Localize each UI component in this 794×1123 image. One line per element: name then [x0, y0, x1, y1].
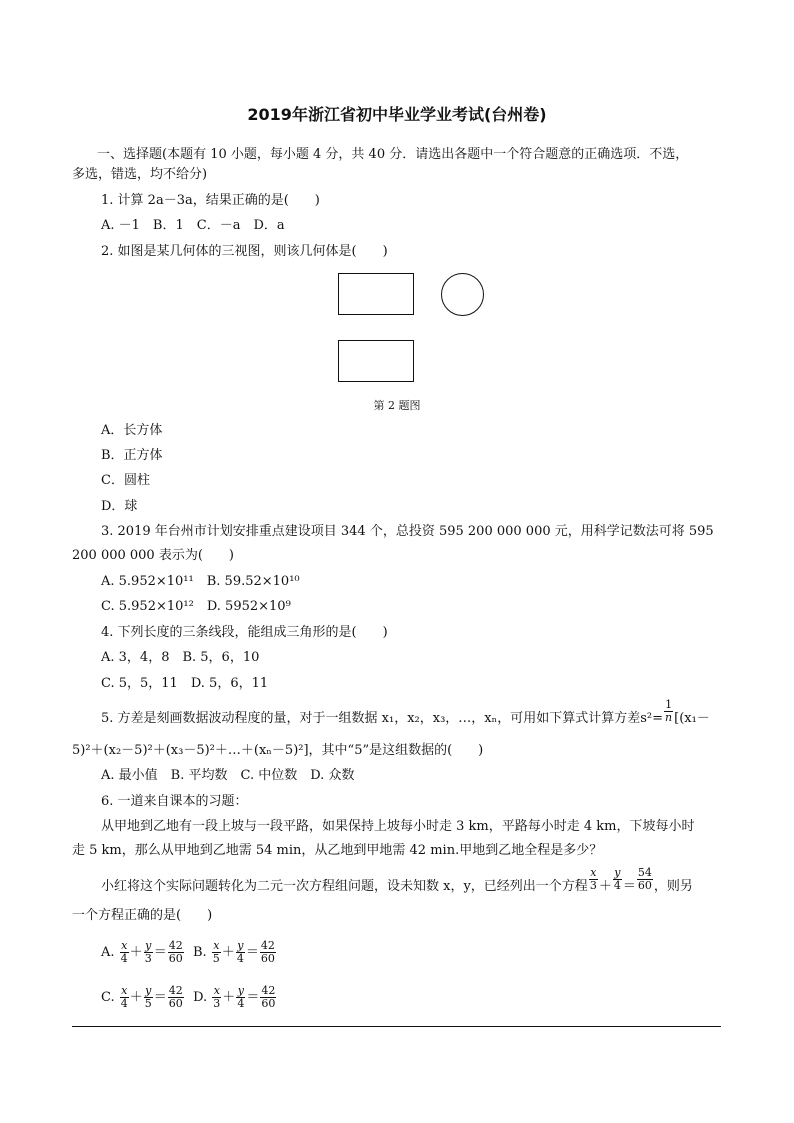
q6-transform-line: [101, 866, 693, 896]
q5-options: A. 最小值 B. 平均数 C. 中位数 D. 众数: [101, 768, 355, 783]
plus-sign: ＋: [129, 990, 143, 1005]
plus-sign: ＋: [598, 879, 612, 894]
q4-stem: 4. 下列长度的三条线段，能组成三角形的是( ): [101, 625, 388, 640]
frac-den: 60: [261, 997, 276, 1010]
q2-option-a: A．长方体: [101, 423, 163, 438]
opt-d-frac-rhs: [260, 985, 276, 1010]
option-a-label: A.: [101, 945, 115, 960]
frac-den: 60: [637, 879, 652, 892]
q6-transform-tail: ，则另: [653, 879, 693, 894]
plus-sign: ＋: [129, 945, 143, 960]
equals-sign: ＝: [153, 990, 167, 1005]
frac-num: y: [145, 984, 152, 997]
frac-den: 4: [120, 997, 128, 1010]
equals-sign: ＝: [622, 879, 636, 894]
frac-num: 42: [168, 984, 183, 997]
frac-den: 5: [144, 997, 152, 1010]
frac-den: 3: [144, 952, 152, 965]
q6-problem-line2: 走 5 km，那么从甲地到乙地需 54 min，从乙地到甲地需 42 min.甲地到乙地全程是多少？: [72, 843, 603, 858]
q3-stem-line1: 3. 2019 年台州市计划安排重点建设项目 344 个，总投资 595 200 000 000 元，用科学记数法可将 595: [101, 524, 714, 539]
q4-options-cd: C. 5，5，11 D. 5，6，11: [101, 676, 269, 691]
opt-c-frac-y: [144, 985, 153, 1010]
q3-options-cd: C. 5.952×10¹² D. 5952×10⁹: [101, 599, 291, 614]
frac-den: 60: [168, 997, 183, 1010]
side-view-rectangle: [338, 340, 414, 382]
opt-a-frac-rhs: [168, 940, 184, 965]
q6-transform-text: 小红将这个实际问题转化为二元一次方程组问题，设未知数 x，y，已经列出一个方程: [101, 879, 588, 894]
q5-stem-text: 5. 方差是刻画数据波动程度的量，对于一组数据 x₁，x₂，x₃，…，xₙ，可用如下算式计算方差s²=: [101, 711, 664, 726]
frac-num: y: [237, 984, 244, 997]
q2-option-d: D．球: [101, 499, 138, 514]
frac-den: 4: [236, 952, 244, 965]
option-d-label: D.: [193, 990, 208, 1005]
q5-stem-line2: 5)²＋(x₂－5)²＋(x₃－5)²＋…＋(xₙ－5)²]，其中“5”是这组数据的( ): [72, 743, 484, 758]
frac-den: 3: [589, 879, 597, 892]
frac-num: x: [213, 984, 220, 997]
q2-option-b: B．正方体: [101, 448, 163, 463]
given-eq-frac-rhs: [637, 867, 653, 892]
plus-sign: ＋: [221, 945, 235, 960]
section-heading-line2: 多选，错选，均不给分): [72, 167, 208, 182]
opt-b-frac-rhs: [260, 940, 276, 965]
frac-den: 4: [120, 952, 128, 965]
frac-den: 60: [260, 952, 275, 965]
equals-sign: ＝: [246, 990, 260, 1005]
page-title: 2019年浙江省初中毕业学业考试(台州卷): [247, 105, 547, 124]
opt-a-frac-x: [120, 940, 129, 965]
frac-num: 42: [168, 939, 183, 952]
frac-num: 54: [637, 866, 652, 879]
section-heading-line1: 一、选择题(本题有 10 小题，每小题 4 分，共 40 分．请选出各题中一个符合题意的正确选项．不选，: [97, 147, 689, 162]
opt-b-frac-x: [212, 940, 221, 965]
q5-fraction: [664, 699, 673, 724]
equals-sign: ＝: [153, 945, 167, 960]
figure-caption: 第 2 题图: [373, 399, 421, 412]
frac-num: y: [237, 939, 244, 952]
opt-c-frac-rhs: [168, 985, 184, 1010]
frac-num: x: [121, 984, 128, 997]
q6-options-cd: [101, 985, 277, 1010]
frac-num: x: [121, 939, 128, 952]
q2-stem: 2. 如图是某几何体的三视图，则该几何体是( ): [101, 244, 388, 259]
q6-question-line: 一个方程正确的是( ): [72, 908, 213, 923]
bottom-rule: [72, 1026, 721, 1027]
q1-options: A. －1 B．1 C．－a D．a: [101, 218, 285, 233]
opt-d-frac-x: [212, 985, 221, 1010]
option-c-label: C.: [101, 990, 115, 1005]
frac-num: x: [213, 939, 220, 952]
q6-stem: 6. 一道来自课本的习题：: [101, 794, 248, 809]
q3-options-ab: A. 5.952×10¹¹ B. 59.52×10¹⁰: [101, 574, 300, 589]
option-b-label: B.: [192, 945, 207, 960]
q5-stem-line1: [101, 698, 710, 728]
top-view-circle: [441, 273, 484, 316]
given-eq-frac-y: [613, 867, 622, 892]
q3-stem-line2: 200 000 000 表示为( ): [72, 548, 234, 563]
frac-den: 4: [237, 997, 245, 1010]
q4-options-ab: A. 3，4，8 B. 5，6，10: [101, 650, 260, 665]
opt-c-frac-x: [120, 985, 129, 1010]
frac-den: 4: [613, 879, 621, 892]
frac-num: y: [145, 939, 152, 952]
q5-stem-tail: [(x₁－: [674, 711, 710, 726]
frac-den: 5: [212, 952, 220, 965]
frac-num: 42: [261, 984, 276, 997]
frac-num: x: [590, 866, 597, 879]
frac-den: 3: [213, 997, 221, 1010]
q1-stem: 1. 计算 2a－3a，结果正确的是( ): [101, 193, 320, 208]
opt-b-frac-y: [236, 940, 245, 965]
frac-num: 42: [260, 939, 275, 952]
frac-den: 60: [168, 952, 183, 965]
q2-option-c: C．圆柱: [101, 473, 150, 488]
q6-options-ab: [101, 940, 277, 965]
plus-sign: ＋: [222, 990, 236, 1005]
q5-fraction-numerator: 1: [665, 698, 673, 711]
given-eq-frac-x: [589, 867, 598, 892]
front-view-rectangle: [338, 273, 414, 315]
q5-fraction-denominator: n: [665, 711, 673, 724]
equals-sign: ＝: [245, 945, 259, 960]
frac-num: y: [614, 866, 621, 879]
opt-a-frac-y: [144, 940, 153, 965]
q6-problem-line1: 从甲地到乙地有一段上坡与一段平路，如果保持上坡每小时走 3 km，平路每小时走 4 km，下坡每小时: [101, 819, 695, 834]
opt-d-frac-y: [236, 985, 245, 1010]
